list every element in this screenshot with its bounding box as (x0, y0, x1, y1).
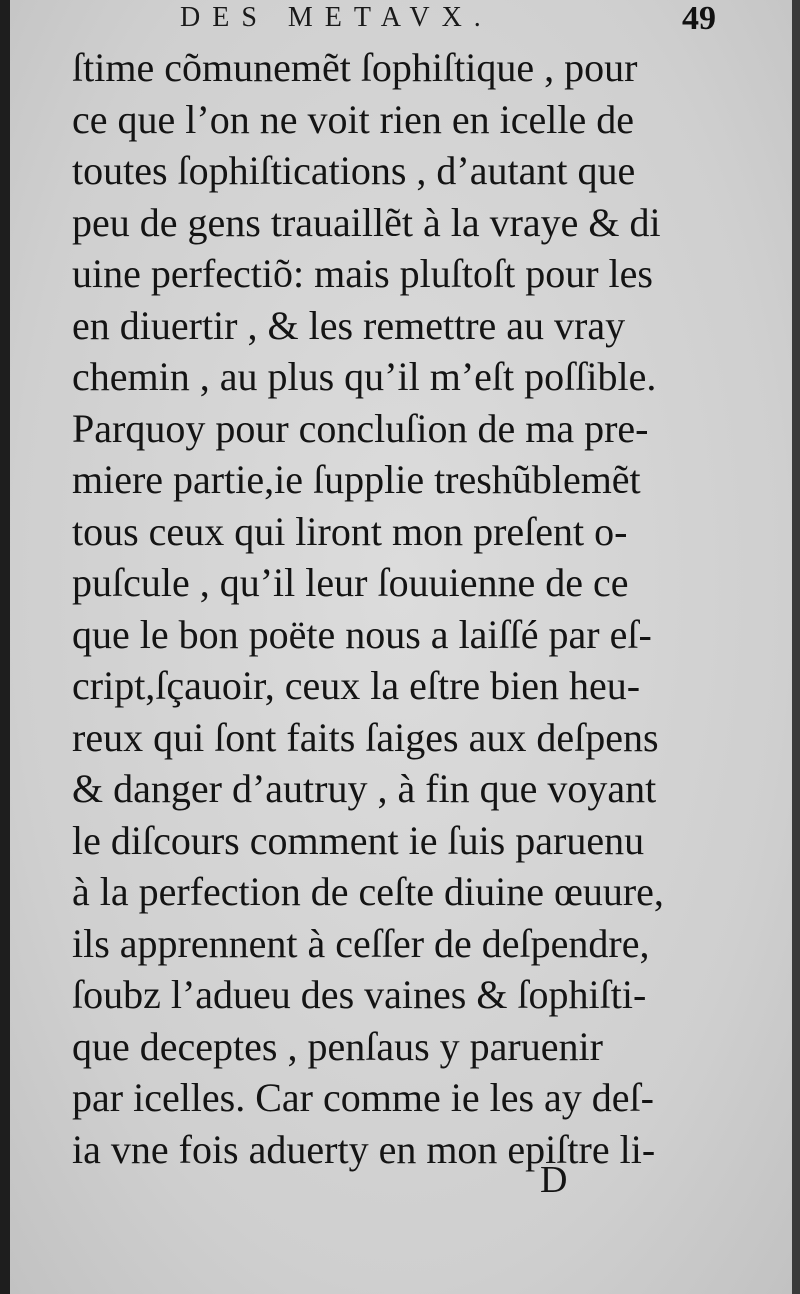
text-line: par icelles. Car comme ie les ay deſ- (72, 1075, 654, 1120)
text-line: chemin , au plus qu’il m’eſt poſſible. (72, 354, 657, 399)
text-line: en diuertir , & les remettre au vray (72, 302, 626, 348)
signature-mark: D (540, 1159, 568, 1201)
text-line: ſoubz l’adueu des vaines & ſophiſti- (72, 972, 647, 1017)
text-line: cript,ſçauoir, ceux la eſtre bien heu- (72, 663, 641, 708)
text-line: le diſcours comment ie ſuis paruenu (72, 817, 645, 863)
text-line: ce que l’on ne voit rien en icelle de (72, 96, 634, 142)
text-line: à la perfection de ceſte diuine œuure, (72, 869, 664, 914)
text-line: ia vne fois aduerty en mon epiſtre li- (72, 1126, 656, 1172)
text-line: toutes ſophiſtications , d’autant que (72, 148, 636, 193)
text-line: tous ceux qui liront mon preſent o- (72, 508, 628, 554)
text-line: & danger d’autruy , à fin que voyant (72, 766, 657, 811)
text-line: uine perfectiõ: mais pluſtoſt pour les (72, 251, 653, 296)
text-line: que deceptes , penſaus y paruenir (72, 1023, 603, 1069)
page-number: 49 (682, 0, 716, 37)
page-edge-right (792, 0, 800, 1294)
text-line: miere partie,ie ſupplie treshũblemẽt (72, 457, 641, 502)
text-line: ſtime cõmunemẽt ſophiſtique , pour (72, 45, 638, 90)
text-line: ils apprennent à ceſſer de deſpendre, (72, 920, 650, 966)
text-line: Parquoy pour concluſion de ma pre- (72, 405, 649, 451)
running-title: DES METAVX. (180, 2, 493, 33)
page-edge-left (0, 0, 10, 1294)
text-line: puſcule , qu’il leur ſouuienne de ce (72, 560, 629, 605)
text-line: peu de gens trauaillẽt à la vraye & di (72, 199, 661, 245)
text-line: que le bon poëte nous a laiſſé par eſ- (72, 611, 652, 657)
body-text (72, 42, 737, 1175)
text-line: reux qui ſont faits ſaiges aux deſpens (72, 714, 659, 760)
